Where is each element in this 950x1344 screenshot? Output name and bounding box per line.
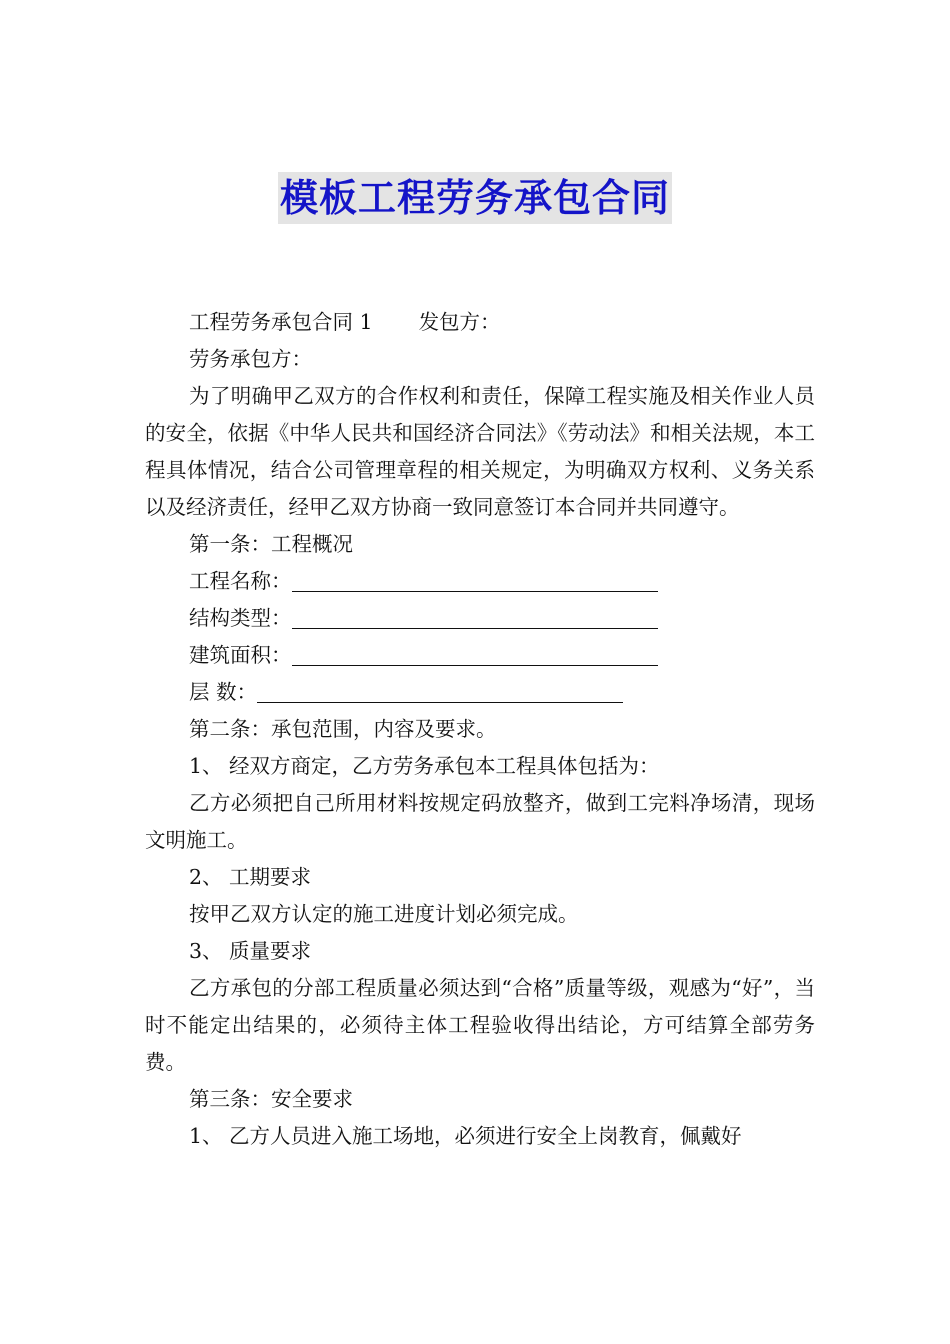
document-title: 模板工程劳务承包合同 bbox=[278, 172, 672, 224]
floors-field bbox=[145, 674, 815, 711]
article-3-heading: 第三条：安全要求 bbox=[189, 1087, 353, 1111]
project-name-label: 工程名称： bbox=[189, 569, 292, 593]
heading-line bbox=[145, 304, 815, 341]
safety-item-1: 1、 乙方人员进入施工场地，必须进行安全上岗教育，佩戴好 bbox=[189, 1124, 742, 1148]
item-3-heading: 3、 质量要求 bbox=[189, 939, 312, 963]
building-area-label: 建筑面积： bbox=[189, 643, 292, 667]
employer-label: 发包方： bbox=[418, 310, 501, 334]
item-2-paragraph: 按甲乙双方认定的施工进度计划必须完成。 bbox=[189, 902, 579, 926]
item-1-heading: 1、 经双方商定，乙方劳务承包本工程具体包括为： bbox=[189, 754, 660, 778]
item-3-paragraph: 乙方承包的分部工程质量必须达到“合格”质量等级，观感为“好”，当时不能定出结果的，必须待主体工程验收得出结论，方可结算全部劳务费。 bbox=[145, 976, 815, 1074]
intro-paragraph: 为了明确甲乙双方的合作权利和责任，保障工程实施及相关作业人员的安全，依据《中华人民共和国经济合同法》《劳动法》和相关法规，本工程具体情况，结合公司管理章程的相关规定，为明确双方权利、义务关系以及经济责任，经甲乙双方协商一致同意签订本合同并共同遵守。 bbox=[145, 384, 815, 519]
project-name-field bbox=[145, 563, 815, 600]
structure-type-blank bbox=[292, 606, 658, 629]
article-1-heading: 第一条：工程概况 bbox=[189, 532, 353, 556]
document-body bbox=[145, 304, 815, 1155]
item-2-heading: 2、 工期要求 bbox=[189, 865, 312, 889]
contractor-label: 劳务承包方： bbox=[189, 347, 312, 371]
contract-heading: 工程劳务承包合同 1 bbox=[189, 310, 373, 334]
article-2-heading: 第二条：承包范围，内容及要求。 bbox=[189, 717, 497, 741]
title-container bbox=[0, 172, 950, 224]
building-area-blank bbox=[292, 643, 658, 666]
building-area-field bbox=[145, 637, 815, 674]
floors-label: 层 数： bbox=[189, 680, 258, 704]
project-name-blank bbox=[292, 569, 658, 592]
floors-blank bbox=[257, 680, 623, 703]
item-1-paragraph: 乙方必须把自己所用材料按规定码放整齐，做到工完料净场清，现场文明施工。 bbox=[145, 791, 815, 852]
structure-type-field bbox=[145, 600, 815, 637]
structure-type-label: 结构类型： bbox=[189, 606, 292, 630]
